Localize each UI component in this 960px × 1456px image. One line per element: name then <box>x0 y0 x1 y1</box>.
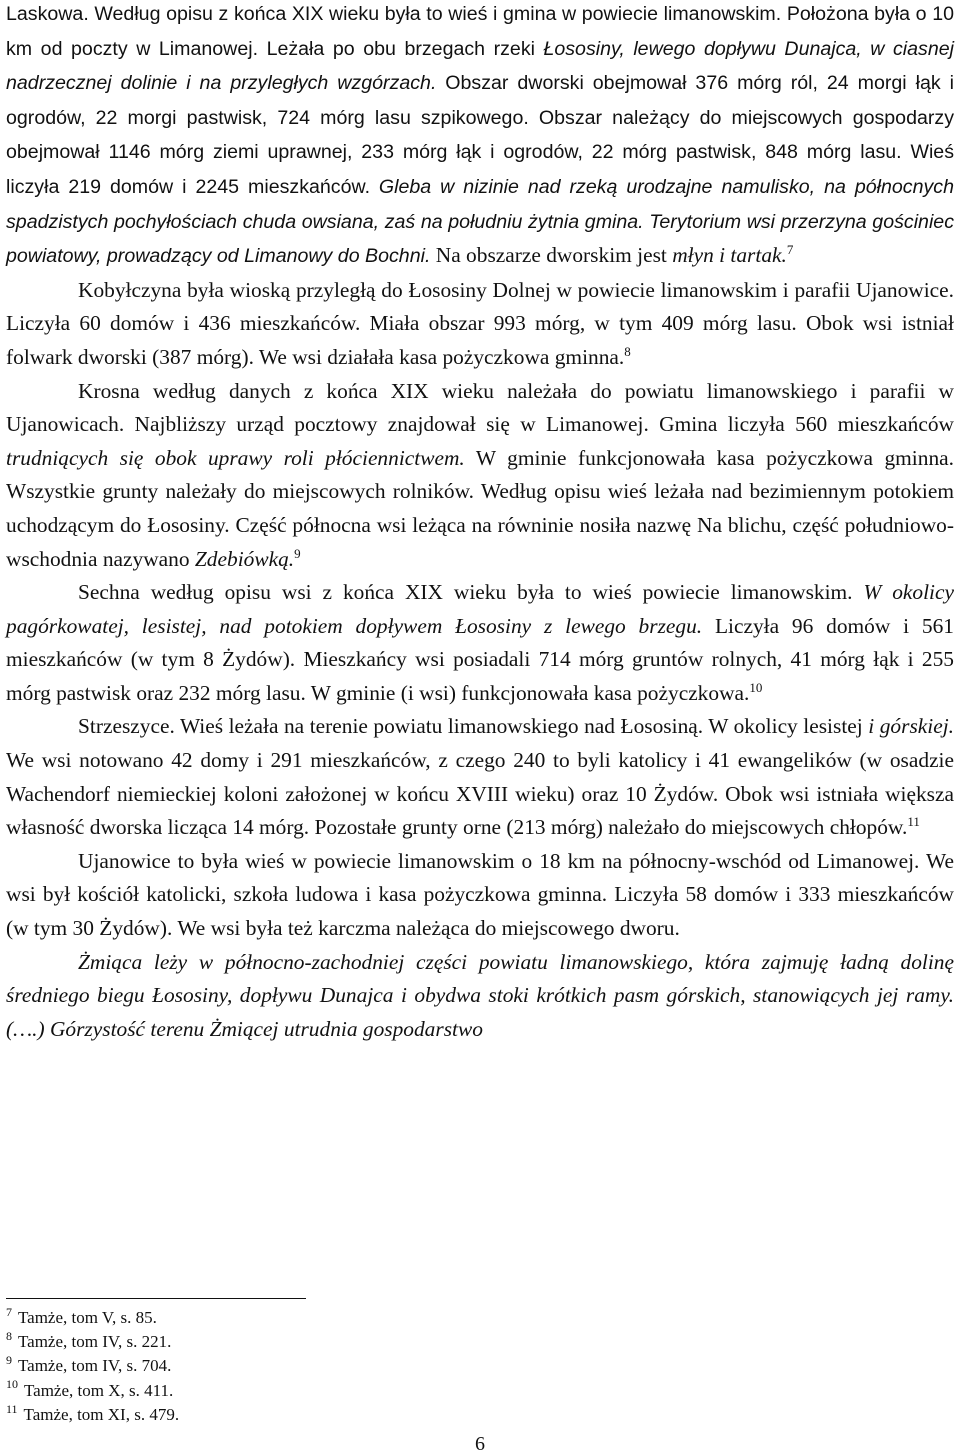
paragraph-text: Liczyła 96 domów i 561 mieszkańców (w tym 8 Żydów). Mieszkańcy wsi posiadali 714 mórg gruntów rolnych, 41 mórg łąk i 255 mórg pastwisk oraz 232 mórg lasu. W gminie (i wsi) funkcjonowała kasa pożyczkowa. <box>6 613 954 705</box>
italic-passage: i górskiej. <box>868 714 954 739</box>
body-text <box>6 0 954 1046</box>
italic-passage: Zdebiówką. <box>194 546 295 571</box>
footnote-ref: 11 <box>907 814 920 830</box>
footnote <box>6 1354 606 1378</box>
footnote-text: Tamże, tom IV, s. 221. <box>17 1332 172 1352</box>
italic-passage: Łososiny, lewego dopływu Dunajca, w ciasnej nadrzecznej dolinie i na przyległych wzgórzach. <box>6 37 954 95</box>
footnote-number: 10 <box>6 1377 18 1392</box>
footnote-number: 9 <box>6 1353 12 1368</box>
paragraph-ujanowice <box>6 845 954 946</box>
paragraph-text: Obszar dworski obejmował 376 mórg ról, 24 morgi łąk i ogrodów, 22 morgi pastwisk, 724 mórg lasu szpikowego. Obszar należący do miejscowych gospodarzy obejmował 1146 mórg ziemi uprawnej, 233 mórg łąk i ogrodów, 22 mórg pastwisk, 848 mórg lasu. Wieś liczyła 219 domów i 2245 mieszkańców. <box>6 72 954 198</box>
footnote-separator <box>6 1298 306 1299</box>
footnote-ref: 7 <box>786 242 794 258</box>
footnote-number: 7 <box>6 1304 12 1319</box>
paragraph-text: Krosna według danych z końca XIX wieku należała do powiatu limanowskiego i parafii w Ujanowicach. Najbliższy urząd pocztowy znajdował się w Limanowej. Gmina liczyła 560 mieszkańców <box>6 378 954 437</box>
footnote-text: Tamże, tom X, s. 411. <box>23 1380 174 1400</box>
footnote-ref: 9 <box>294 545 301 561</box>
footnote <box>6 1379 606 1403</box>
paragraph-text: Strzeszyce. Wieś leżała na terenie powiatu limanowskiego nad Łososiną. W okolicy lesistej <box>78 714 863 739</box>
footnote-text: Tamże, tom V, s. 85. <box>17 1308 157 1327</box>
italic-passage: młyn i tartak. <box>672 243 787 268</box>
footnote <box>6 1306 606 1330</box>
paragraph-zmiaca <box>6 946 954 1047</box>
italic-passage: trudniących się obok uprawy roli płóciennictwem. <box>6 445 465 470</box>
footnote-text: Tamże, tom XI, s. 479. <box>23 1404 180 1424</box>
footnote-number: 8 <box>6 1329 12 1344</box>
page-number: 6 <box>475 1433 485 1455</box>
paragraph-strzeszyce <box>6 710 954 844</box>
footnote <box>6 1330 606 1354</box>
paragraph-kobylczyna <box>6 274 954 375</box>
italic-passage: Żmiąca leży w północno-zachodniej części powiatu limanowskiego, która zajmuję ładną dolinę średniego biegu Łososiny, dopływu Dunajca i obydwa stoki krótkich pasm górskich, stanowiących jej ramy. (….) Górzystość terenu Żmiącej utrudnia gospodarstwo <box>6 949 954 1041</box>
paragraph-text: Na obszarze dworskim jest <box>435 243 667 268</box>
footnote-text: Tamże, tom IV, s. 704. <box>17 1356 172 1376</box>
paragraph-text: W gminie funkcjonowała kasa pożyczkowa gminna. Wszystkie grunty należały do miejscowych rolników. Według opisu wieś leżała nad bezimiennym potokiem uchodzącym do Łososiny. Część północna wsi leżąca na równinie nosiła nazwę Na blichu, część południowo-wschodnia nazywano <box>6 445 954 571</box>
paragraph-text: Sechna według opisu wsi z końca XIX wieku była to wieś powiecie limanowskim. <box>78 580 853 605</box>
paragraph-laskowa <box>6 0 954 274</box>
footnote-number: 11 <box>6 1401 18 1416</box>
footnote <box>6 1403 606 1427</box>
paragraph-krosna <box>6 375 954 577</box>
footnote-ref: 8 <box>624 343 631 359</box>
paragraph-text: Kobyłczyna była wioską przyległą do Łososiny Dolnej w powiecie limanowskim i parafii Ujanowice. Liczyła 60 domów i 436 mieszkańców. Miała obszar 993 mórg, w tym 409 mórg lasu. Obok wsi istniał folwark dworski (387 mórg). We wsi działała kasa pożyczkowa gminna. <box>6 277 954 369</box>
footnote-ref: 10 <box>749 679 763 695</box>
paragraph-text: We wsi notowano 42 domy i 291 mieszkańców, z czego 240 to byli katolicy i 41 ewangelików (w osadzie Wachendorf niemieckiej koloni założonej w końcu XVIII wieku) oraz 10 Żydów. Obok wsi istniała większa własność dworska licząca 14 mórg. Pozostałe grunty orne (213 mórg) należało do miejscowych chłopów. <box>6 748 954 840</box>
italic-passage: Gleba w nizinie nad rzeką urodzajne namulisko, na północnych spadzistych pochyłościach chuda owsiana, zaś na południu żytnia gmina. Terytorium wsi przerzyna gościniec powiatowy, prowadzący od Limanowy do Bochni. <box>6 175 954 268</box>
paragraph-sechna <box>6 576 954 710</box>
paragraph-text: Ujanowice to była wieś w powiecie limanowskim o 18 km na północny-wschód od Limanowej. We wsi był kościół katolicki, szkoła ludowa i kasa pożyczkowa gminna. Liczyła 58 domów i 333 mieszkańców (w tym 30 Żydów). We wsi była też karczma należąca do miejscowego dworu. <box>6 848 954 941</box>
italic-passage: W okolicy pagórkowatej, lesistej, nad potokiem dopływem Łososiny z lewego brzegu. <box>6 580 954 638</box>
footnotes <box>6 1306 606 1427</box>
paragraph-text: Laskowa. Według opisu z końca XIX wieku była to wieś i gmina w powiecie limanowskim. Położona była o 10 km od poczty w Limanowej. Leżała po obu brzegach rzeki <box>6 3 954 60</box>
